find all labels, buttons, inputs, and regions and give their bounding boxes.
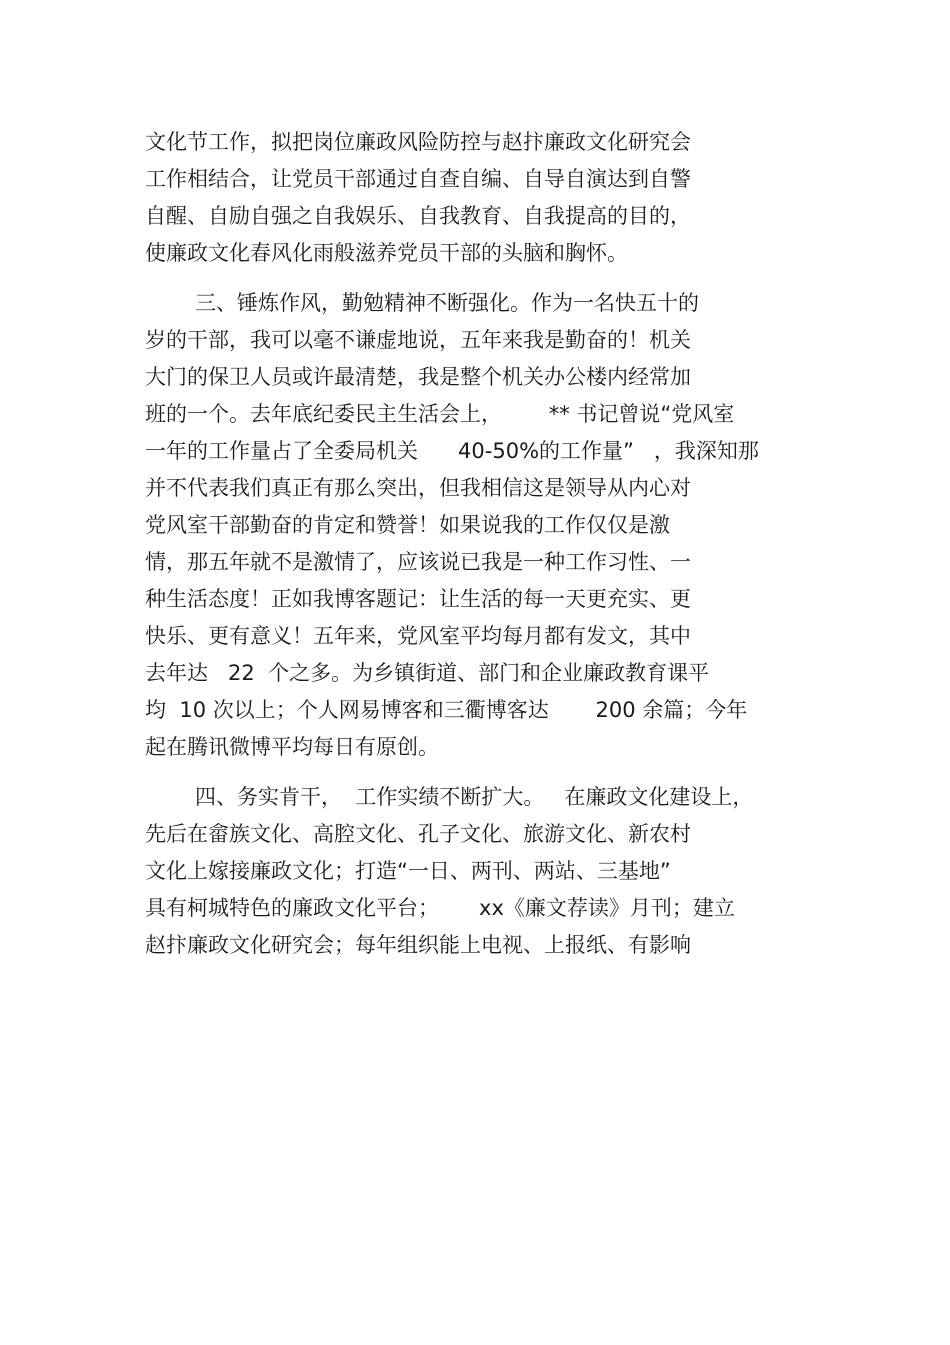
text-line: 文化节工作，拟把岗位廉政风险防控与赵抃廉政文化研究会 [145, 130, 691, 154]
text-line: 班的一个。去年底纪委民主生活会上， ** 书记曾说“党风室 [145, 402, 735, 426]
text-line: 岁的干部，我可以毫不谦虚地说，五年来我是勤奋的！机关 [145, 328, 691, 352]
paragraph-2 [145, 285, 825, 766]
text-line: 情，那五年就不是激情了，应该说已我是一种工作习性、一 [145, 550, 691, 574]
paragraph-1 [145, 124, 825, 272]
text-line: 先后在畲族文化、高腔文化、孔子文化、旅游文化、新农村 [145, 822, 691, 846]
text-line: 起在腾讯微博平均每日有原创。 [145, 735, 439, 759]
text-line: 自醒、自励自强之自我娱乐、自我教育、自我提高的目的， [145, 204, 691, 228]
text-line: 并不代表我们真正有那么突出，但我相信这是领导从内心对 [145, 476, 691, 500]
text-line: 党风室干部勤奋的肯定和赞誉！如果说我的工作仅仅是激 [145, 513, 670, 537]
document-body [145, 124, 825, 964]
text-line: 四、务实肯干， 工作实绩不断扩大。 在廉政文化建设上， [195, 785, 754, 809]
text-line: 三、锤炼作风，勤勉精神不断强化。作为一名快五十的 [195, 291, 699, 315]
paragraph-gap [145, 272, 825, 285]
text-line: 赵抃廉政文化研究会；每年组织能上电视、上报纸、有影响 [145, 933, 691, 957]
text-line: 大门的保卫人员或许最清楚，我是整个机关办公楼内经常加 [145, 365, 691, 389]
text-line: 具有柯城特色的廉政文化平台； xx《廉文荐读》月刊；建立 [145, 896, 735, 920]
text-line: 去年达 22 个之多。为乡镇街道、部门和企业廉政教育课平 [145, 661, 710, 685]
text-line: 一年的工作量占了全委局机关 40-50%的工作量” ，我深知那 [145, 439, 759, 463]
text-line: 文化上嫁接廉政文化；打造“一日、两刊、两站、三基地” [145, 859, 671, 883]
text-line: 快乐、更有意义！五年来，党风室平均每月都有发文，其中 [145, 624, 691, 648]
text-line: 使廉政文化春风化雨般滋养党员干部的头脑和胸怀。 [145, 241, 628, 265]
paragraph-3 [145, 779, 825, 964]
text-line: 均 10 次以上；个人网易博客和三衢博客达 200 余篇；今年 [145, 698, 748, 722]
paragraph-gap [145, 766, 825, 779]
text-line: 种生活态度！正如我博客题记：让生活的每一天更充实、更 [145, 587, 691, 611]
text-line: 工作相结合，让党员干部通过自查自编、自导自演达到自警 [145, 167, 691, 191]
